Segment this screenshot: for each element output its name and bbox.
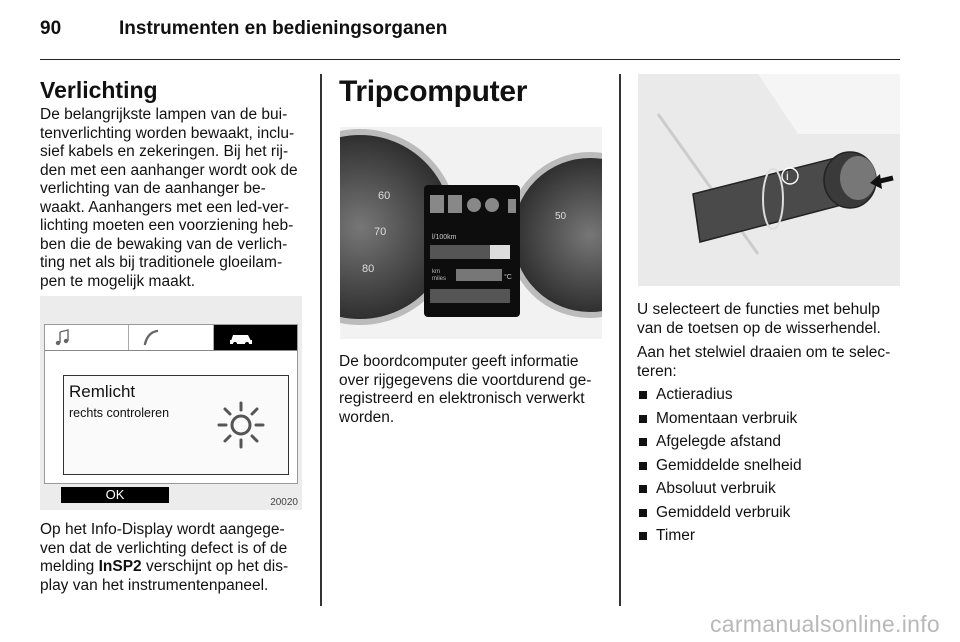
warning-message-box bbox=[63, 375, 289, 475]
text-line: sief kabels en zekeringen. Bij het rij- bbox=[40, 143, 289, 160]
list-item: Timer bbox=[637, 527, 905, 546]
select-paragraph bbox=[637, 301, 905, 338]
tripcomputer-paragraph bbox=[339, 353, 609, 427]
page-header bbox=[40, 14, 900, 60]
text-line: waakt. Aanhangers met een led-ver- bbox=[40, 198, 289, 216]
column-divider-2 bbox=[619, 74, 621, 606]
miles-label: miles bbox=[432, 276, 447, 282]
text-line: verlichting van de aanhanger be- bbox=[40, 180, 266, 197]
wiper-lever-figure bbox=[638, 74, 900, 286]
chapter-title: Instrumenten en bedieningsorganen bbox=[119, 18, 448, 39]
message-title: Remlicht bbox=[69, 382, 136, 401]
bulb-icon bbox=[214, 398, 268, 452]
text-line: lichting moeten een voorziening heb- bbox=[40, 217, 294, 234]
car-icon bbox=[214, 325, 297, 350]
svg-text:80: 80 bbox=[362, 263, 375, 275]
info-display-figure bbox=[40, 296, 302, 510]
text-line: Op het Info-Display wordt aangege- bbox=[40, 521, 285, 538]
message-subtitle: rechts controleren bbox=[69, 406, 170, 420]
function-list bbox=[637, 386, 905, 546]
instrument-cluster-image bbox=[340, 127, 602, 339]
text-line: ting net als bij traditionele gloeilam- bbox=[40, 254, 283, 271]
lighting-paragraph bbox=[40, 106, 310, 291]
column-lighting bbox=[40, 76, 310, 291]
phone-icon bbox=[129, 325, 213, 350]
insp2-label: InSP2 bbox=[98, 558, 142, 575]
column-divider-1 bbox=[320, 74, 322, 606]
watermark: carmanualsonline.info bbox=[709, 611, 940, 637]
column-functions bbox=[637, 301, 905, 551]
ok-button: OK bbox=[61, 487, 169, 503]
text-line: over rijgegevens die voortdurend ge- bbox=[339, 371, 592, 389]
column-tripcomputer bbox=[339, 74, 609, 110]
page-number: 90 bbox=[40, 18, 62, 39]
temp-unit: °C bbox=[504, 274, 512, 281]
rotate-paragraph bbox=[637, 344, 905, 381]
figure-code: 20020 bbox=[270, 497, 298, 508]
info-display-paragraph bbox=[40, 521, 312, 595]
text-line: registreerd en elektronisch verwerkt bbox=[339, 390, 585, 407]
text-line: De boordcomputer geeft informatie bbox=[339, 353, 579, 370]
info-display-screen bbox=[44, 324, 298, 502]
svg-text:60: 60 bbox=[378, 190, 391, 202]
display-tabs bbox=[45, 325, 297, 351]
list-item: Actieradius bbox=[637, 386, 905, 405]
text-line: pen te mogelijk maakt. bbox=[40, 272, 196, 290]
svg-text:i: i bbox=[786, 169, 789, 183]
text-line: van de toetsen op de wisserhendel. bbox=[637, 319, 881, 337]
list-item: Momentaan verbruik bbox=[637, 410, 905, 429]
text-line: play van het instrumentenpaneel. bbox=[40, 576, 269, 594]
wiper-lever-image bbox=[638, 74, 900, 286]
svg-text:50: 50 bbox=[555, 211, 567, 222]
text-line: tenverlichting worden bewaakt, inclu- bbox=[40, 124, 295, 142]
section-heading-tripcomputer: Tripcomputer bbox=[339, 75, 528, 108]
text-line: teren: bbox=[637, 362, 677, 380]
text-line: U selecteert de functies met behulp bbox=[637, 301, 880, 318]
section-heading-lighting: Verlichting bbox=[40, 77, 158, 103]
list-item: Absoluut verbruik bbox=[637, 480, 905, 499]
list-item: Gemiddelde snelheid bbox=[637, 457, 905, 476]
km-label: km bbox=[432, 269, 440, 275]
text-line: ben die de bewaking van de verlich- bbox=[40, 235, 288, 253]
music-icon bbox=[45, 325, 129, 350]
instrument-cluster-figure bbox=[340, 127, 602, 339]
list-item: Gemiddeld verbruik bbox=[637, 504, 905, 523]
text-line: ven dat de verlichting defect is of de bbox=[40, 539, 288, 557]
text-line: De belangrijkste lampen van de bui- bbox=[40, 106, 288, 123]
text-line: melding InSP2 verschijnt op het dis- bbox=[40, 558, 289, 575]
text-line: worden. bbox=[339, 408, 395, 426]
text-line: den met een aanhanger wordt ook de bbox=[40, 161, 298, 179]
list-item: Afgelegde afstand bbox=[637, 433, 905, 452]
unit-label: l/100km bbox=[432, 234, 457, 241]
text-line: Aan het stelwiel draaien om te selec- bbox=[637, 344, 891, 361]
svg-text:70: 70 bbox=[374, 226, 387, 238]
